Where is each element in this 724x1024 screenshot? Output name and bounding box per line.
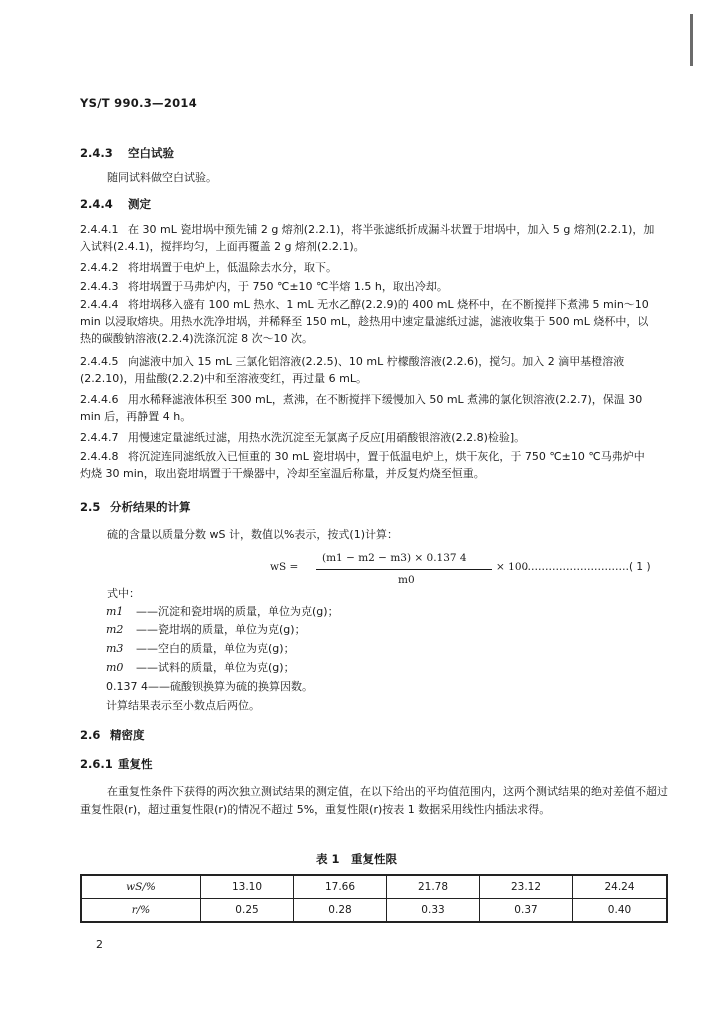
section-number: 2.4.4 bbox=[80, 197, 113, 211]
variable-desc: ——瓷坩埚的质量，单位为克(g)； bbox=[136, 623, 306, 636]
formula-denominator: m0 bbox=[398, 574, 415, 586]
table-cell: 24.24 bbox=[573, 875, 668, 899]
section-number: 2.5 bbox=[80, 500, 101, 514]
section-title: 分析结果的计算 bbox=[110, 500, 191, 514]
variable-symbol: m1 bbox=[106, 605, 124, 618]
table-cell: 13.10 bbox=[201, 875, 294, 899]
section-2-4-4-heading bbox=[80, 196, 151, 212]
where-label: 式中： bbox=[107, 587, 140, 600]
variable-item bbox=[106, 659, 295, 675]
fraction-bar bbox=[316, 569, 492, 570]
r-label: r/% bbox=[131, 904, 151, 916]
table-caption: 表 1 重复性限 bbox=[316, 852, 398, 866]
section-number: 2.4.3 bbox=[80, 146, 113, 160]
variable-desc: ——空白的质量，单位为克(g)； bbox=[136, 642, 295, 655]
step-number: 2.4.4.1 bbox=[80, 223, 119, 236]
section-title: 精密度 bbox=[110, 728, 145, 742]
table-row bbox=[81, 899, 667, 923]
variable-item bbox=[106, 603, 339, 619]
section-2-6-1-heading bbox=[80, 756, 153, 772]
step-text: 用慢速定量滤纸过滤，用热水洗沉淀至无氯离子反应[用硝酸银溶液(2.2.8)检验]。 bbox=[128, 431, 526, 444]
step-2-4-4-7 bbox=[80, 429, 525, 446]
formula-numerator: (m1 − m2 − m3) × 0.137 4 bbox=[322, 552, 467, 564]
variable-item bbox=[106, 640, 295, 656]
variable-symbol: m2 bbox=[106, 623, 124, 636]
table-cell: 0.33 bbox=[387, 899, 480, 923]
step-2-4-4-5 bbox=[80, 353, 655, 387]
ws-label: wS/% bbox=[126, 881, 156, 893]
conversion-factor-line: 0.137 4——硫酸钡换算为硫的换算因数。 bbox=[106, 680, 313, 693]
step-number: 2.4.4.8 bbox=[80, 450, 119, 463]
calculation-intro: 硫的含量以质量分数 wS 计，数值以%表示，按式(1)计算： bbox=[107, 528, 399, 541]
table-cell: 0.40 bbox=[573, 899, 668, 923]
step-number: 2.4.4.7 bbox=[80, 431, 119, 444]
step-number: 2.4.4.4 bbox=[80, 298, 119, 311]
table-cell: 21.78 bbox=[387, 875, 480, 899]
variable-symbol: m3 bbox=[106, 642, 124, 655]
rounding-line: 计算结果表示至小数点后两位。 bbox=[106, 699, 260, 712]
section-number: 2.6.1 bbox=[80, 757, 113, 771]
section-2-5-heading bbox=[80, 499, 191, 515]
table-cell: 0.28 bbox=[294, 899, 387, 923]
step-text: 在 30 mL 瓷坩埚中预先铺 2 g 熔剂(2.2.1)，将半张滤纸折成漏斗状置于坩埚中，加入 5 g 熔剂(2.2.1)，加入试料(2.4.1)，搅拌均匀，上面再覆盖 2 g 熔剂(2.2.1)。 bbox=[80, 223, 655, 253]
step-number: 2.4.4.3 bbox=[80, 280, 119, 293]
step-text: 向滤液中加入 15 mL 三氯化铝溶液(2.2.5)、10 mL 柠檬酸溶液(2.2.6)，搅匀。加入 2 滴甲基橙溶液(2.2.10)，用盐酸(2.2.2)中和至溶液变红，再过量 6 mL。 bbox=[80, 355, 625, 385]
table-row-label bbox=[81, 875, 201, 899]
step-2-4-4-2 bbox=[80, 259, 337, 276]
section-title: 测定 bbox=[128, 197, 151, 211]
blank-test-text: 随同试料做空白试验。 bbox=[107, 171, 217, 184]
step-number: 2.4.4.2 bbox=[80, 261, 119, 274]
repeatability-table bbox=[80, 874, 668, 923]
section-2-6-heading bbox=[80, 727, 145, 743]
step-2-4-4-3 bbox=[80, 278, 448, 295]
standard-header: YS/T 990.3—2014 bbox=[80, 96, 198, 110]
scan-edge-mark bbox=[690, 14, 693, 66]
step-number: 2.4.4.5 bbox=[80, 355, 119, 368]
section-number: 2.6 bbox=[80, 728, 101, 742]
variable-item bbox=[106, 621, 306, 637]
formula-number: …………………………( 1 ) bbox=[524, 561, 651, 573]
formula-lhs: wS = bbox=[270, 561, 299, 573]
formula-1 bbox=[270, 552, 670, 592]
step-2-4-4-1 bbox=[80, 221, 655, 255]
step-text: 将沉淀连同滤纸放入已恒重的 30 mL 瓷坩埚中，置于低温电炉上，烘干灰化，于 750 ℃±10 ℃马弗炉中灼烧 30 min，取出瓷坩埚置于干燥器中，冷却至室温后称量，并反复灼烧至恒重。 bbox=[80, 450, 645, 480]
variable-symbol: m0 bbox=[106, 661, 124, 674]
step-number: 2.4.4.6 bbox=[80, 393, 119, 406]
repeatability-text: 在重复性条件下获得的两次独立测试结果的测定值，在以下给出的平均值范围内，这两个测试结果的绝对差值不超过重复性限(r)，超过重复性限(r)的情况不超过 5%，重复性限(r)按表 1 数据采用线性内插法求得。 bbox=[80, 785, 668, 816]
table-cell: 23.12 bbox=[480, 875, 573, 899]
step-2-4-4-4 bbox=[80, 296, 655, 347]
table-cell: 0.25 bbox=[201, 899, 294, 923]
table-cell: 0.37 bbox=[480, 899, 573, 923]
table-row bbox=[81, 875, 667, 899]
section-title: 重复性 bbox=[118, 757, 153, 771]
table-cell: 17.66 bbox=[294, 875, 387, 899]
step-text: 将坩埚置于电炉上，低温除去水分，取下。 bbox=[128, 261, 337, 274]
step-text: 将坩埚移入盛有 100 mL 热水、1 mL 无水乙醇(2.2.9)的 400 mL 烧杯中，在不断搅拌下煮沸 5 min～10 min 以浸取熔块。用热水洗净坩埚，并稀释至 150 mL，趁热用中速定量滤纸过滤，滤液收集于 500 mL 烧杯中，以热的碳酸钠溶液(2.2.4)洗涤沉淀 8 次～10 次。 bbox=[80, 298, 649, 345]
step-2-4-4-8 bbox=[80, 448, 655, 482]
page-number: 2 bbox=[96, 938, 103, 951]
section-2-4-3-heading bbox=[80, 145, 174, 161]
step-2-4-4-6 bbox=[80, 391, 655, 425]
step-text: 用水稀释滤液体积至 300 mL，煮沸，在不断搅拌下缓慢加入 50 mL 煮沸的氯化钡溶液(2.2.7)，保温 30 min 后，再静置 4 h。 bbox=[80, 393, 643, 423]
variable-desc: ——试料的质量，单位为克(g)； bbox=[136, 661, 295, 674]
section-title: 空白试验 bbox=[128, 146, 174, 160]
step-text: 将坩埚置于马弗炉内，于 750 ℃±10 ℃半熔 1.5 h，取出冷却。 bbox=[128, 280, 448, 293]
formula-rhs: × 100 bbox=[496, 561, 529, 573]
variable-desc: ——沉淀和瓷坩埚的质量，单位为克(g)； bbox=[136, 605, 339, 618]
table-row-label bbox=[81, 899, 201, 923]
